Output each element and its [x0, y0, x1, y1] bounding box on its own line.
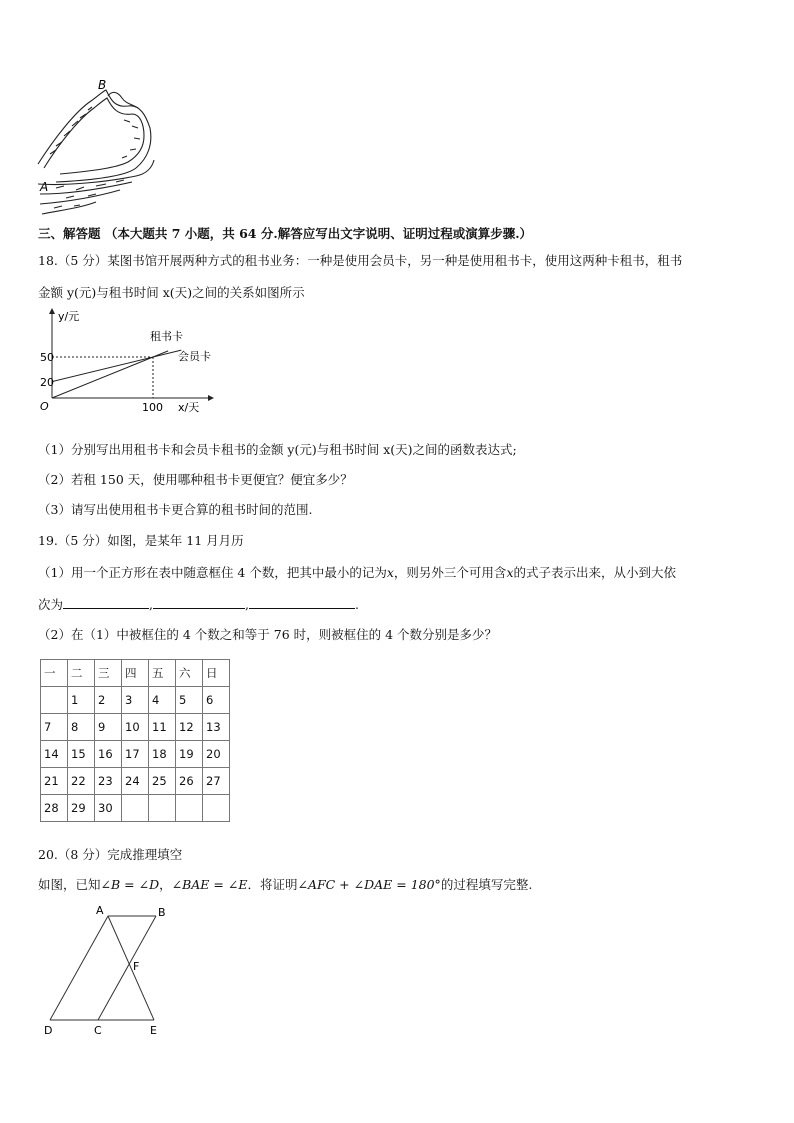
calendar-row [41, 795, 230, 822]
calendar-cell: 19 [176, 741, 203, 768]
series-line-member-card [52, 350, 181, 381]
geometry-figure [38, 900, 178, 1042]
calendar-row [41, 768, 230, 795]
calendar-cell: 13 [203, 714, 230, 741]
q19-sub1 [38, 563, 676, 581]
tick-y-50: 50 [40, 351, 54, 364]
calendar-cell: 30 [95, 795, 122, 822]
y-axis-label: y/元 [58, 310, 80, 323]
calendar-cell: 23 [95, 768, 122, 795]
x-axis-label: x/天 [178, 401, 200, 414]
calendar-cell: 三 [95, 660, 122, 687]
calendar-cell: 29 [68, 795, 95, 822]
calendar-cell: 10 [122, 714, 149, 741]
q19-sub1-a: （1）用一个正方形在表中随意框住 4 个数，把其中最小的记为 [38, 565, 387, 580]
calendar-row [41, 714, 230, 741]
rental-graph [38, 306, 218, 418]
given-angle-bae-e: ∠BAE = ∠E [171, 877, 248, 892]
calendar-cell: 3 [122, 687, 149, 714]
label-rent-card: 租书卡 [150, 330, 183, 343]
q20-line2 [38, 875, 532, 893]
calendar-cell [203, 795, 230, 822]
answer-blank-2[interactable] [153, 596, 245, 609]
calendar-cell: 21 [41, 768, 68, 795]
calendar-cell: 5 [176, 687, 203, 714]
q19-sub1-b: ，则另外三个可用含 [393, 565, 507, 580]
calendar-cell: 六 [176, 660, 203, 687]
segment-ad [50, 916, 108, 1020]
q18-sub3: （3）请写出使用租书卡更合算的租书时间的范围. [38, 502, 313, 517]
calendar-cell: 18 [149, 741, 176, 768]
calendar-cell: 9 [95, 714, 122, 741]
point-c: C [94, 1024, 102, 1037]
period: . [354, 597, 359, 612]
calendar-cell: 11 [149, 714, 176, 741]
q18-sub2: （2）若租 150 天，使用哪种租书卡更便宜？便宜多少？ [38, 472, 353, 487]
point-e: E [150, 1024, 157, 1037]
calendar-cell: 7 [41, 714, 68, 741]
calendar-cell: 28 [41, 795, 68, 822]
calendar-cell: 16 [95, 741, 122, 768]
point-a: A [96, 904, 104, 917]
calendar-cell: 2 [95, 687, 122, 714]
calendar-row [41, 687, 230, 714]
calendar-cell: 17 [122, 741, 149, 768]
var-x-2: x [506, 565, 514, 580]
q19-sub1-line2 [38, 595, 359, 613]
calendar-cell: 二 [68, 660, 95, 687]
point-d: D [44, 1024, 53, 1037]
q19-sub2: （2）在（1）中被框住的 4 个数之和等于 76 时，则被框住的 4 个数分别是多少？ [38, 627, 498, 642]
calendar-cell: 日 [203, 660, 230, 687]
q20-line2-c: 的过程填写完整. [440, 877, 533, 892]
q19-line1: 19.（5 分）如图，是某年 11 月月历 [38, 533, 244, 548]
calendar-cell: 一 [41, 660, 68, 687]
q18-sub1: （1）分别写出用租书卡和会员卡租书的金额 y(元)与租书时间 x(天)之间的函数表达式; [38, 442, 517, 457]
tick-x-100: 100 [142, 401, 163, 414]
to-prove-statement: ∠AFC + ∠DAE = 180° [297, 877, 441, 892]
calendar-cell: 1 [68, 687, 95, 714]
river-figure [36, 76, 156, 218]
point-b: B [158, 906, 166, 919]
calendar-cell: 6 [203, 687, 230, 714]
calendar-cell: 14 [41, 741, 68, 768]
calendar-cell [149, 795, 176, 822]
section-heading: 三、解答题 （本大题共 7 小题，共 64 分.解答应写出文字说明、证明过程或演算步骤.） [38, 226, 533, 241]
calendar-cell: 4 [149, 687, 176, 714]
y-axis-arrow [49, 308, 55, 314]
calendar-cell [122, 795, 149, 822]
calendar-cell: 四 [122, 660, 149, 687]
q18-line2: 金额 y(元)与租书时间 x(天)之间的关系如图所示 [38, 285, 305, 300]
origin-label: O [40, 400, 49, 413]
calendar-header-row [41, 660, 230, 687]
q20-line2-b: ．将证明 [247, 877, 298, 892]
comma-1: , [149, 597, 153, 612]
calendar-cell: 22 [68, 768, 95, 795]
calendar-row [41, 741, 230, 768]
q20-line2-a: 如图，已知 [38, 877, 101, 892]
answer-blank-3[interactable] [249, 596, 355, 609]
q19-sub1-c: 的式子表示出来，从小到大依 [513, 565, 677, 580]
label-member-card: 会员卡 [178, 350, 211, 363]
comma-2: , [245, 597, 249, 612]
var-x-1: x [386, 565, 394, 580]
calendar-cell: 25 [149, 768, 176, 795]
point-f: F [133, 960, 140, 973]
x-axis-arrow [208, 395, 214, 401]
calendar-cell: 20 [203, 741, 230, 768]
river-label-a: A [40, 180, 49, 194]
tick-y-20: 20 [40, 376, 54, 389]
answer-blank-1[interactable] [63, 596, 149, 609]
q19-sub1-d: 次为 [38, 597, 64, 612]
calendar-cell: 12 [176, 714, 203, 741]
november-calendar [40, 659, 230, 822]
q18-line1: 18.（5 分）某图书馆开展两种方式的租书业务：一种是使用会员卡，另一种是使用租书卡，使用这两种卡租书，租书 [38, 253, 683, 268]
calendar-cell: 27 [203, 768, 230, 795]
calendar-cell [41, 687, 68, 714]
calendar-cell: 8 [68, 714, 95, 741]
q20-sep: ， [159, 877, 172, 892]
calendar-cell: 26 [176, 768, 203, 795]
calendar-cell [176, 795, 203, 822]
calendar-cell: 24 [122, 768, 149, 795]
calendar-cell: 五 [149, 660, 176, 687]
q20-line1: 20.（8 分）完成推理填空 [38, 847, 183, 862]
given-angle-b-d: ∠B = ∠D [100, 877, 160, 892]
river-label-b: B [98, 78, 107, 92]
calendar-cell: 15 [68, 741, 95, 768]
